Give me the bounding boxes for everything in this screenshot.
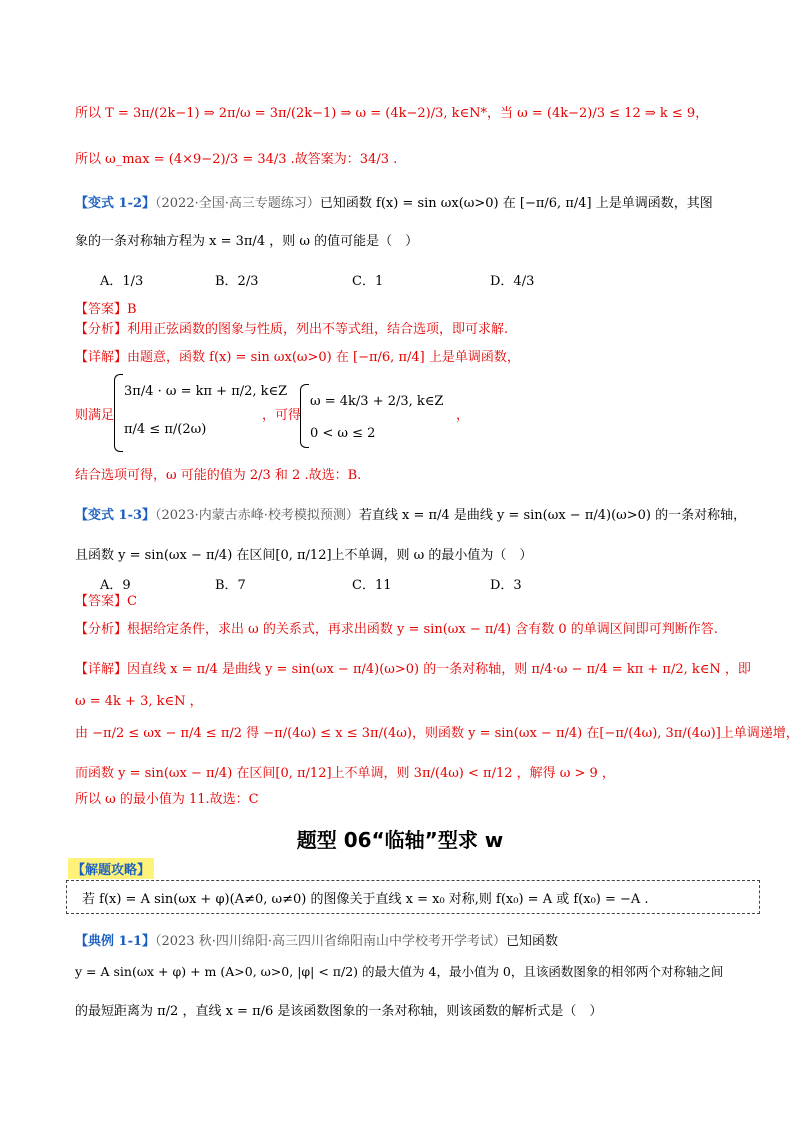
example-1-1-stem-line-0 — [75, 932, 558, 952]
question-source: （2023·内蒙古赤峰·校考模拟预测） — [155, 508, 359, 523]
detail-line-4: 而函数 y = sin(ωx − π/4) 在区间[0, π/12]上不单调，则 3π/(4ω) < π/12 ，解得 ω > 9 ， — [75, 766, 615, 781]
system-brace-left — [114, 374, 123, 452]
solution-line-1: 所以 T = 3π/(2k−1) ⇒ 2π/ω = 3π/(2k−1) ⇒ ω = (4k−2)/3, k∈N*，当 ω = (4k−2)/3 ≤ 12 ⇒ k ≤ 9， — [75, 106, 709, 121]
section-title: 题型 06“临轴”型求 w — [296, 828, 504, 852]
answer: 【答案】C — [75, 594, 137, 609]
strategy-tag: 【解题攻略】 — [68, 858, 154, 879]
detail-line-5: 所以 ω 的最小值为 11.故选：C — [75, 792, 259, 807]
strategy-text: 若 f(x) = A sin(ωx + φ)(A≠0, ω≠0) 的图像关于直线 x = x₀ 对称,则 f(x₀) = A 或 f(x₀) = −A . — [82, 892, 649, 907]
system-connector: ，可得 — [262, 408, 302, 423]
example-1-1-stem-line-1: y = A sin(ωx + φ) + m (A>0, ω>0, |φ| < π/2) 的最大值为 4，最小值为 0，且该函数图象的相邻两个对称轴之间 — [75, 964, 724, 979]
option-d: D．4/3 — [490, 274, 535, 289]
question-label: 【变式 1-3】 — [75, 508, 156, 523]
question-1-2-stem-line-2: 象的一条对称轴方程为 x = 3π/4 ，则 ω 的值可能是（ ） — [75, 234, 419, 249]
question-source: （2022·全国·高三专题练习） — [155, 196, 320, 211]
option-c: C．1 — [352, 274, 384, 289]
analysis: 【分析】利用正弦函数的图象与性质，列出不等式组，结合选项，即可求解. — [75, 322, 509, 337]
detail-line-2: ω = 4k + 3, k∈N ， — [75, 694, 203, 709]
example-text: 已知函数 — [506, 934, 559, 949]
system-brace-right — [300, 384, 309, 448]
question-1-2-stem-line-1 — [75, 194, 713, 214]
option-b: B．7 — [215, 578, 246, 593]
system-b-eq-2: 0 < ω ≤ 2 — [310, 426, 376, 441]
solution-line-2: 所以 ω_max = (4×9−2)/3 = 34/3 .故答案为：34/3 . — [75, 152, 398, 167]
system-a-eq-2: π/4 ≤ π/(2ω) — [124, 422, 207, 437]
option-b: B．2/3 — [215, 274, 259, 289]
analysis: 【分析】根据给定条件，求出 ω 的关系式，再求出函数 y = sin(ωx − π/4) 含有数 0 的单调区间即可判断作答. — [75, 622, 718, 637]
option-a: A．9 — [100, 578, 131, 593]
question-1-3-stem-line-1 — [75, 506, 746, 526]
option-d: D．3 — [490, 578, 522, 593]
example-1-1-stem-line-2: 的最短距离为 π/2 ，直线 x = π/6 是该函数图象的一条对称轴，则该函数的解析式是（ ） — [75, 1004, 603, 1019]
option-c: C．11 — [352, 578, 392, 593]
detail-line-3: 结合选项可得，ω 可能的值为 2/3 和 2 .故选：B. — [75, 468, 362, 483]
system-b-eq-1: ω = 4k/3 + 2/3, k∈Z — [310, 394, 444, 409]
question-text: 已知函数 f(x) = sin ωx(ω>0) 在 [−π/6, π/4] 上是单调函数，其图 — [319, 196, 713, 211]
question-label: 【变式 1-2】 — [75, 196, 156, 211]
system-intro: 则满足 — [75, 408, 115, 423]
example-label: 【典例 1-1】 — [75, 934, 156, 949]
system-a-eq-1: 3π/4 · ω = kπ + π/2, k∈Z — [124, 384, 288, 399]
detail-line-1: 【详解】由题意，函数 f(x) = sin ωx(ω>0) 在 [−π/6, π/4] 上是单调函数， — [75, 350, 520, 365]
system-end: ， — [456, 408, 470, 423]
question-text: 若直线 x = π/4 是曲线 y = sin(ωx − π/4)(ω>0) 的一条对称轴， — [358, 508, 747, 523]
answer: 【答案】B — [75, 302, 137, 317]
example-source: （2023 秋·四川绵阳·高三四川省绵阳南山中学校考开学考试） — [155, 934, 506, 949]
detail-line-1: 【详解】因直线 x = π/4 是曲线 y = sin(ωx − π/4)(ω>0) 的一条对称轴，则 π/4·ω − π/4 = kπ + π/2, k∈N ，即 — [75, 662, 751, 677]
question-1-3-stem-line-2: 且函数 y = sin(ωx − π/4) 在区间[0, π/12]上不单调，则 ω 的最小值为（ ） — [75, 548, 533, 563]
detail-line-3: 由 −π/2 ≤ ωx − π/4 ≤ π/2 得 −π/(4ω) ≤ x ≤ 3π/(4ω)，则函数 y = sin(ωx − π/4) 在[−π/(4ω), 3π/(4ω)]上单调递增， — [75, 726, 799, 741]
option-a: A．1/3 — [100, 274, 144, 289]
